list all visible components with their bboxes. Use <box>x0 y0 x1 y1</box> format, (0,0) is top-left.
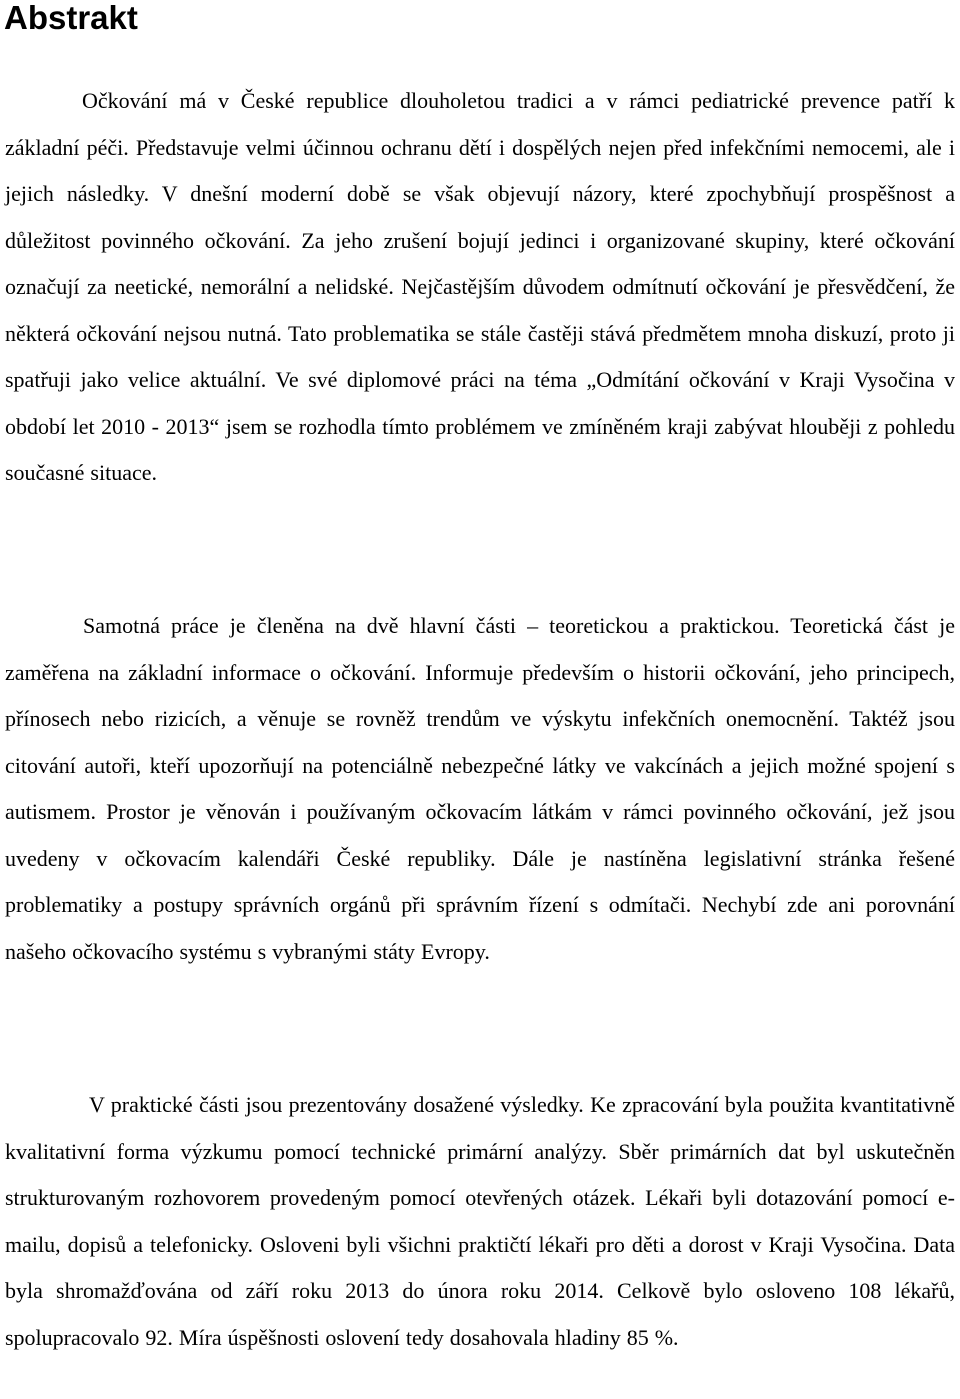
abstract-paragraph-1: Očkování má v České republice dlouholetou tradici a v rámci pediatrické prevence patří k základní péči. Představuje velmi účinnou ochranu dětí i dospělých nejen před infekčními nemocemi, ale i jejich následky. V dnešní moderní době se však objevují názory, které zpochybňují prospěšnost a důležitost povinného očkování. Za jeho zrušení bojují jedinci i organizované skupiny, které očkování označují za neetické, nemorální a nelidské. Nejčastějším důvodem odmítnutí očkování je přesvědčení, že některá očkování nejsou nutná. Tato problematika se stále častěji stává předmětem mnoha diskuzí, proto ji spatřuji jako velice aktuální. Ve své diplomové práci na téma „Odmítání očkování v Kraji Vysočina v období let 2010 - 2013“ jsem se rozhodla tímto problémem ve zmíněném kraji zabývat hlouběji z pohledu současné situace. <box>5 88 955 485</box>
abstract-paragraph-2: Samotná práce je členěna na dvě hlavní části – teoretickou a praktickou. Teoretická část je zaměřena na základní informace o očkování. Informuje především o historii očkování, jeho principech, přínosech nebo rizicích, a věnuje se rovněž trendům ve výskytu infekčních onemocnění. Taktéž jsou citování autoři, kteří upozorňují na potenciálně nebezpečné látky ve vakcínách a jejich možné spojení s autismem. Prostor je věnován i používaným očkovacím látkám v rámci povinného očkování, jež jsou uvedeny v očkovacím kalendáři České republiky. Dále je nastíněna legislativní stránka řešené problematiky a postupy správních orgánů při správním řízení s odmítači. Nechybí zde ani porovnání našeho očkovacího systému s vybranými státy Evropy. <box>5 613 955 964</box>
abstract-paragraph-3: V praktické části jsou prezentovány dosažené výsledky. Ke zpracování byla použita kvantitativně kvalitativní forma výzkumu pomocí technické primární analýzy. Sběr primárních dat byl uskutečněn strukturovaným rozhovorem provedeným pomocí otevřených otázek. Lékaři byli dotazování pomocí e-mailu, dopisů a telefonicky. Osloveni byli všichni praktičtí lékaři pro děti a dorost v Kraji Vysočina. Data byla shromažďována od září roku 2013 do února roku 2014. Celkově bylo osloveno 108 lékařů, spolupracovalo 92. Míra úspěšnosti oslovení tedy dosahovala hladiny 85 %. <box>5 1092 955 1350</box>
abstract-heading: Abstrakt <box>4 0 138 36</box>
